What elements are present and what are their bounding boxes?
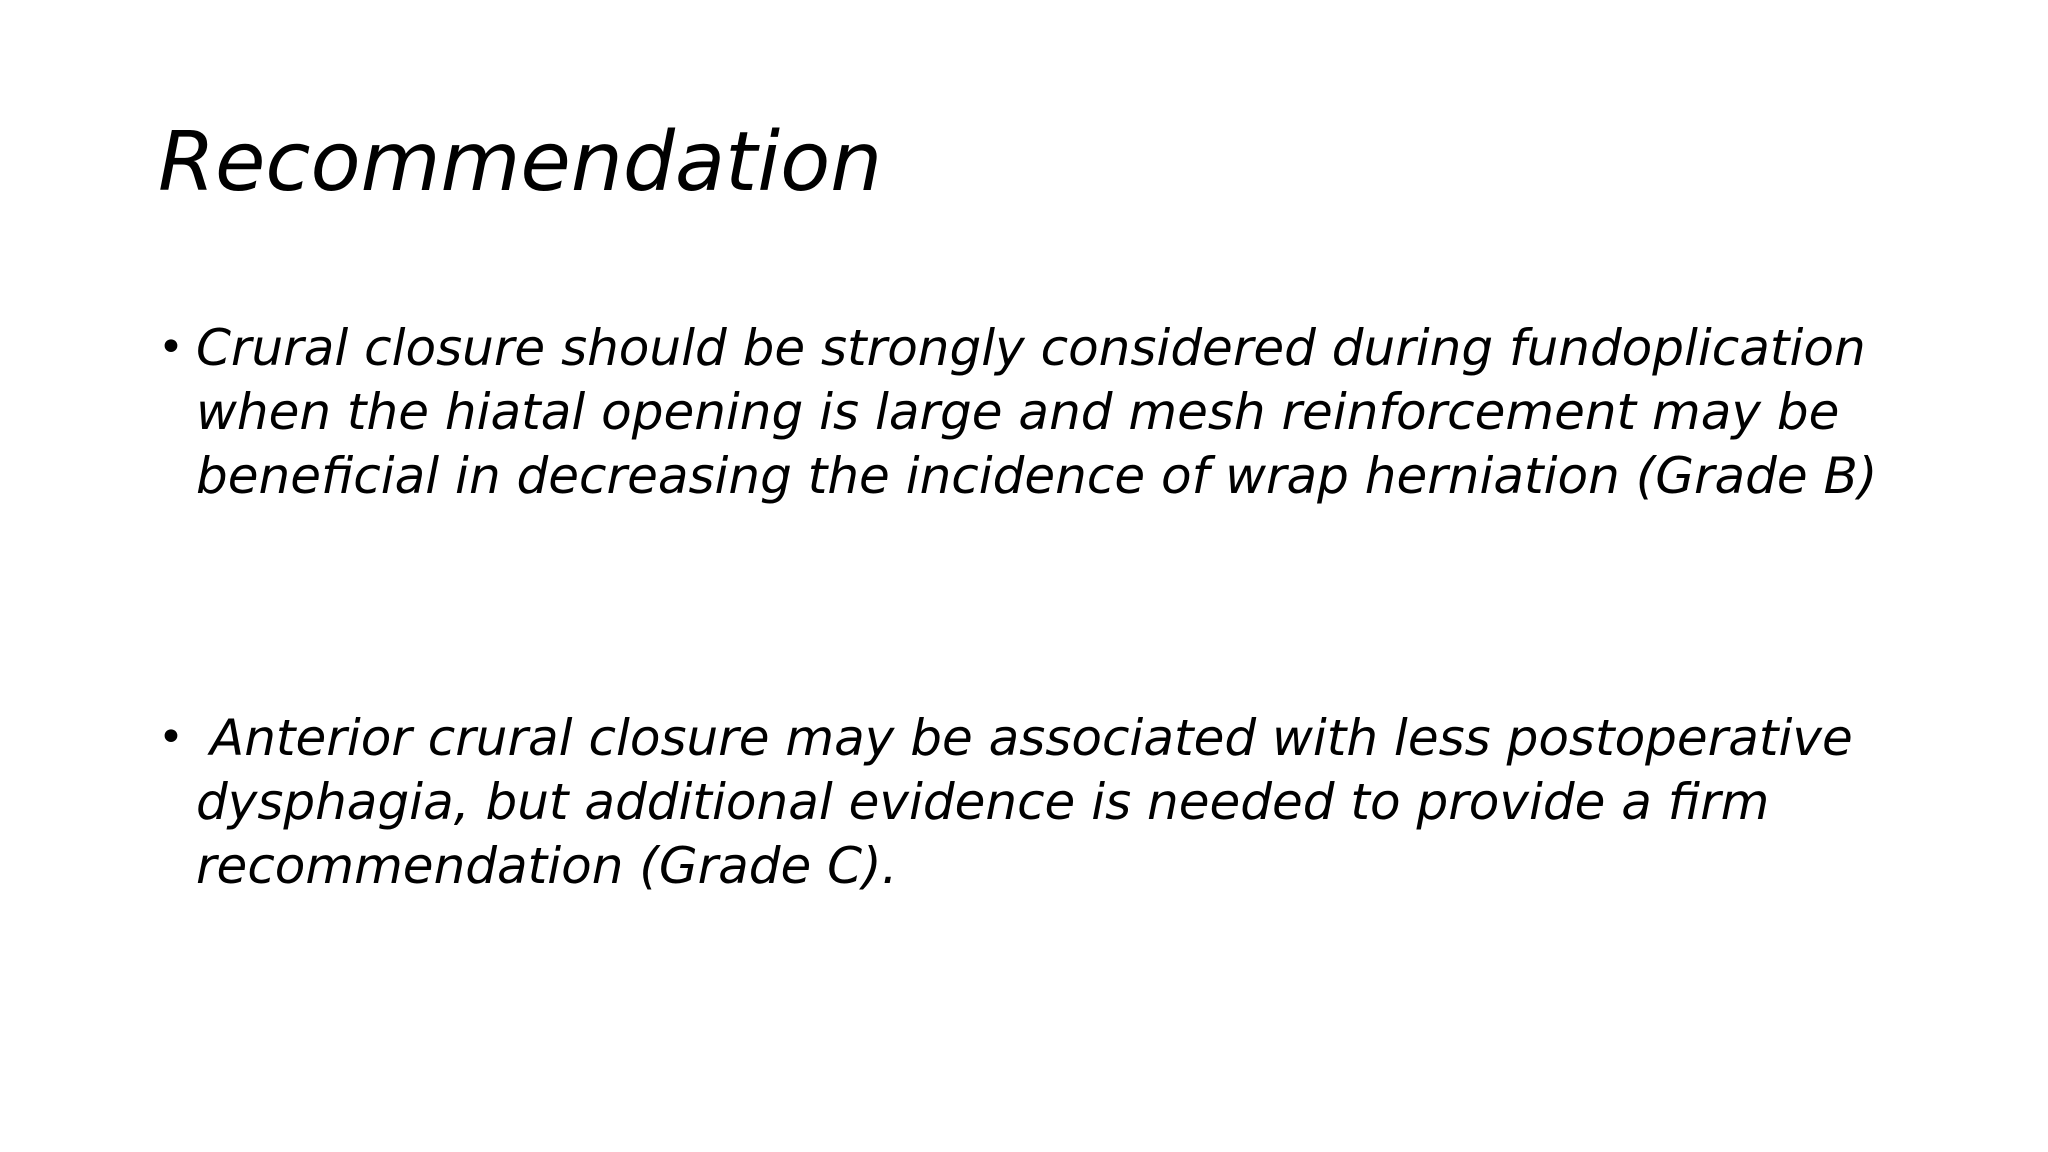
- bullet-list: [158, 316, 2018, 898]
- bullet-text-line: recommendation (Grade C).: [196, 837, 898, 895]
- bullet-marker: •: [158, 322, 184, 373]
- bullet-text-line: when the hiatal opening is large and mesh reinforcement may be: [196, 383, 1840, 441]
- bullet-marker: •: [158, 712, 184, 763]
- slide-title: Recommendation: [158, 115, 883, 210]
- bullet-item: [158, 706, 2018, 898]
- bullet-text-line: Crural closure should be strongly considered during fundoplication: [196, 319, 1866, 377]
- bullet-text-line: Anterior crural closure may be associated with less postoperative: [210, 709, 1853, 767]
- bullet-item: [158, 316, 2018, 508]
- bullet-text-line: dysphagia, but additional evidence is needed to provide a firm: [196, 773, 1770, 831]
- bullet-text-line: beneficial in decreasing the incidence of wrap herniation (Grade B): [196, 447, 1878, 505]
